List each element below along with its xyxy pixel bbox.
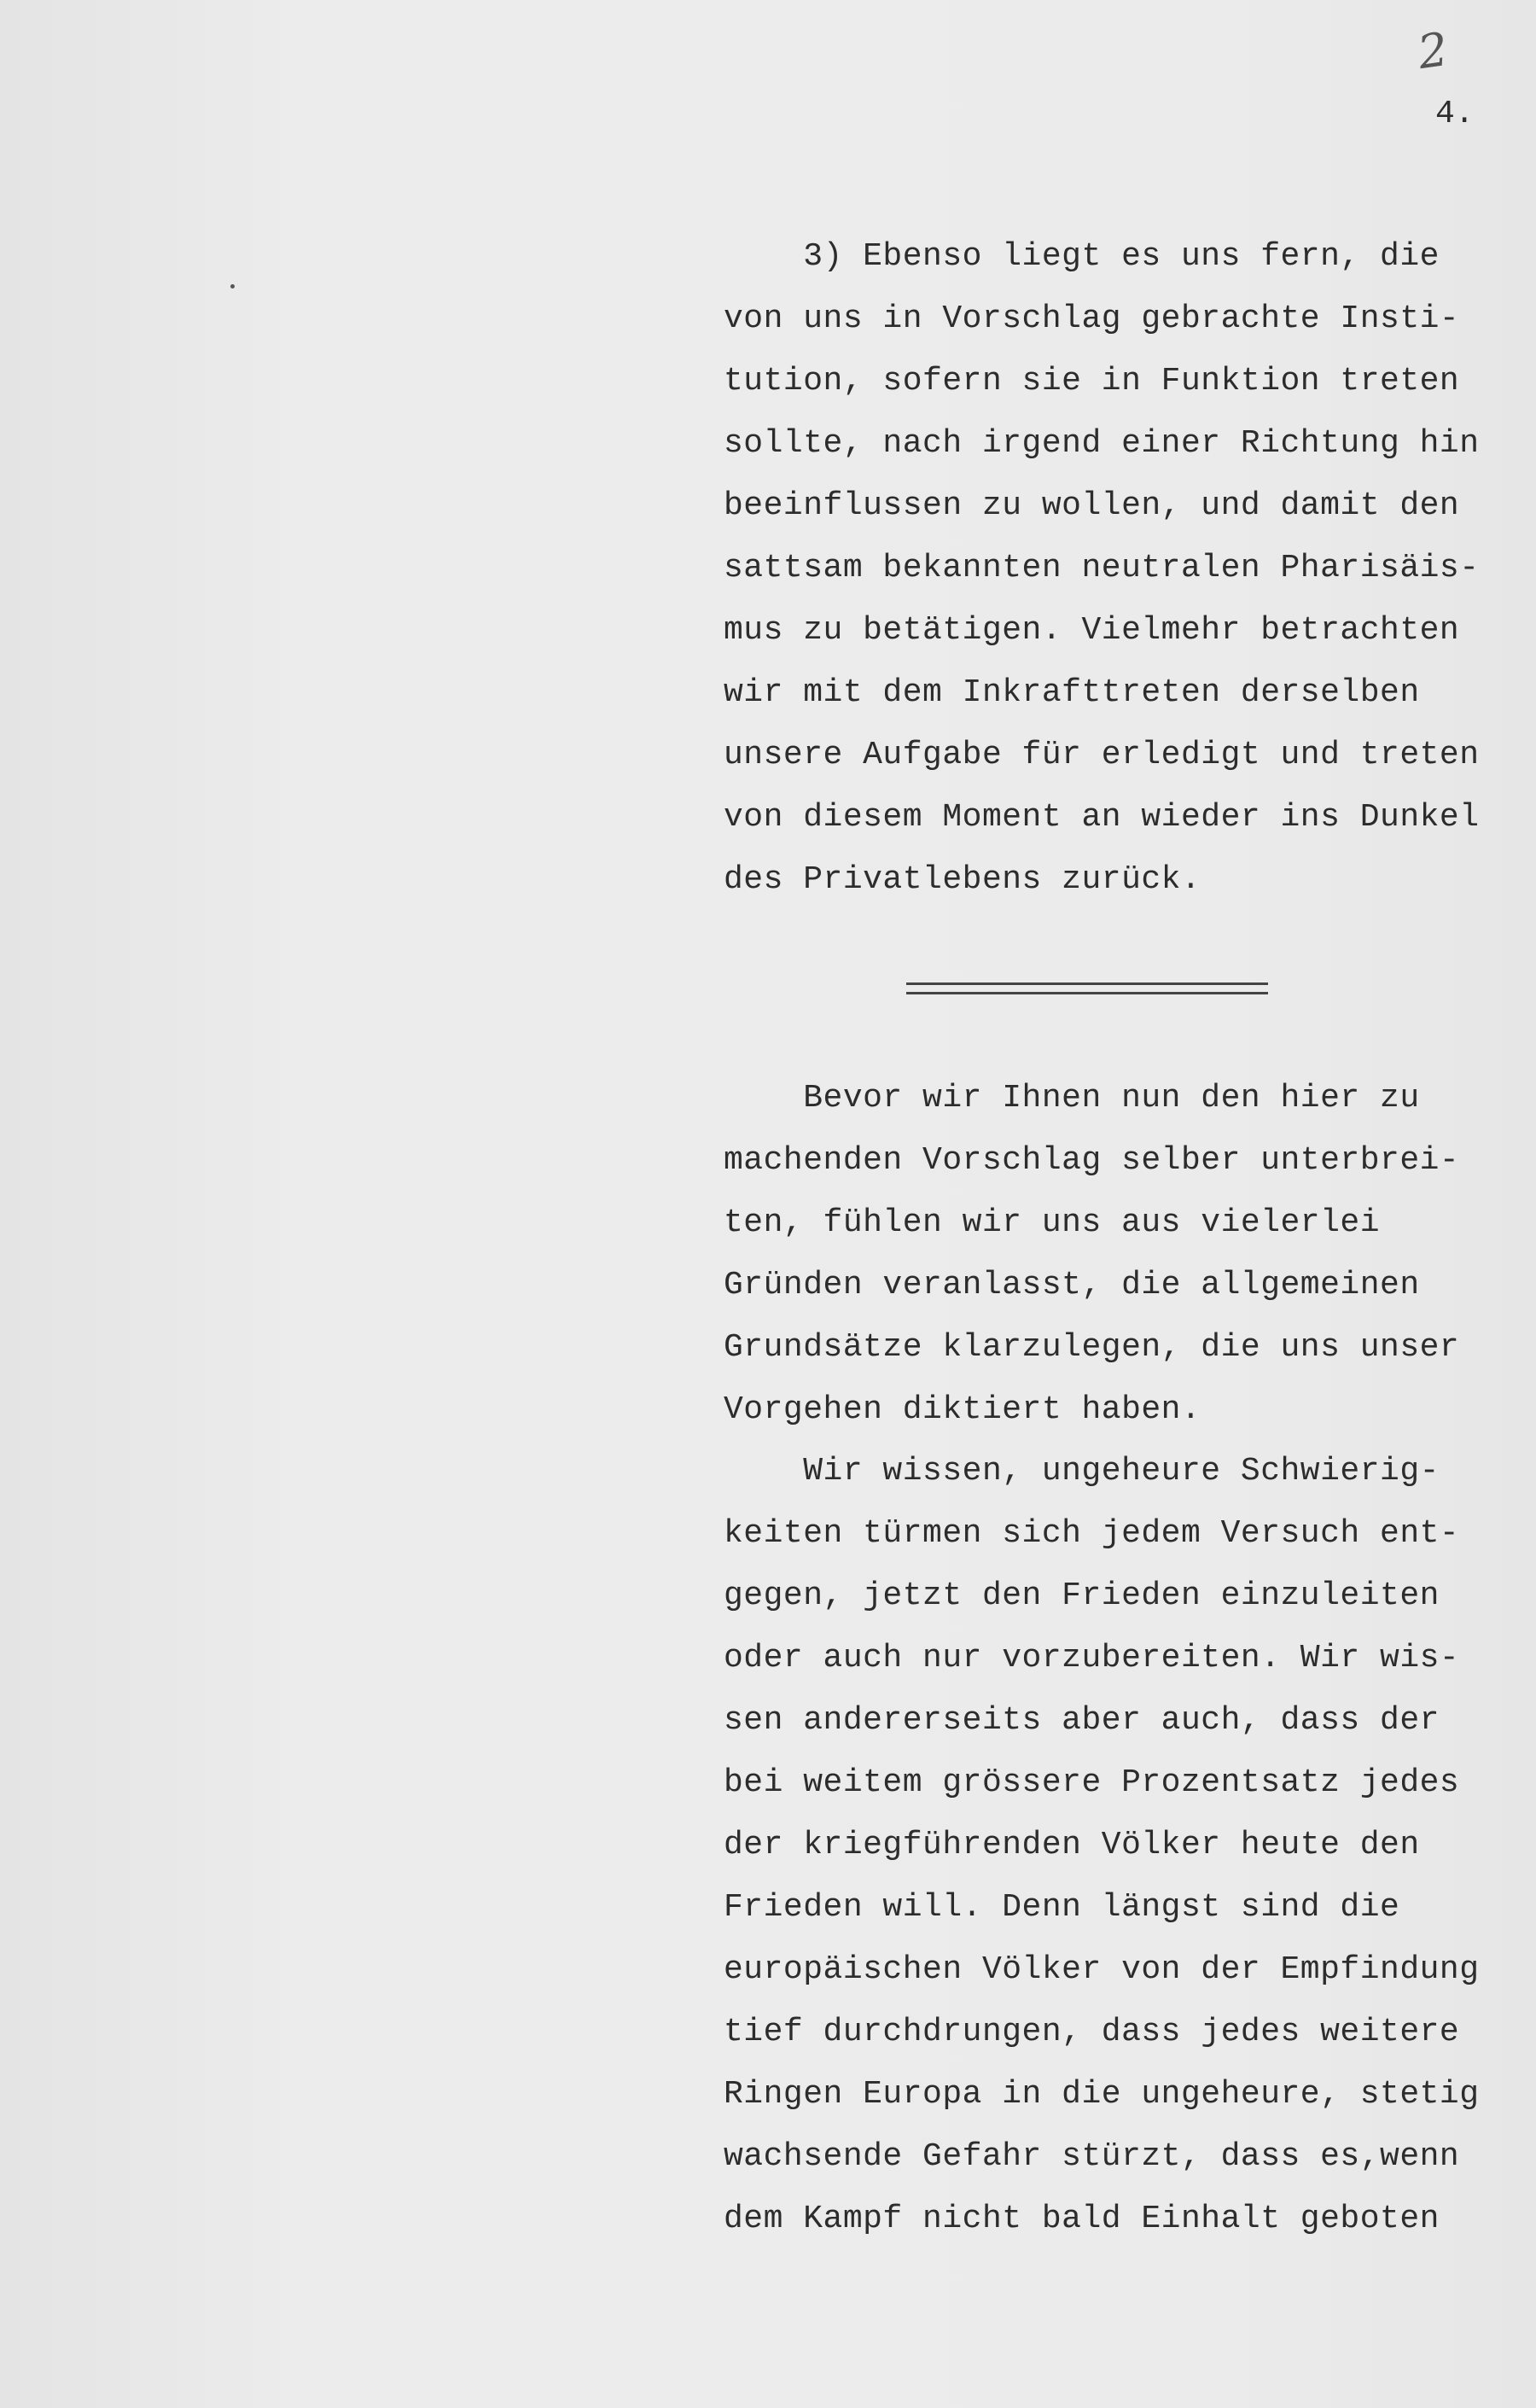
text-line: tution, sofern sie in Funktion treten [724,363,1460,399]
text-line: der kriegführenden Völker heute den [724,1827,1420,1863]
text-line: tief durchdrungen, dass jedes weitere [724,2014,1460,2050]
text-line: mus zu betätigen. Vielmehr betrachten [724,612,1460,649]
text-line: Gründen veranlasst, die allgemeinen [724,1267,1420,1303]
paragraph-1 [724,225,1534,911]
text-line: Vorgehen diktiert haben. [724,1391,1201,1428]
text-line: keiten türmen sich jedem Versuch ent- [724,1515,1460,1552]
text-line: dem Kampf nicht bald Einhalt geboten [724,2201,1440,2237]
paragraph-3 [724,1440,1534,2250]
handwritten-page-number: 2 [1414,21,1452,80]
paragraph-2 [724,1067,1534,1441]
section-separator [906,982,1268,994]
text-line: Ringen Europa in die ungeheure, stetig [724,2076,1480,2113]
text-line: des Privatlebens zurück. [724,861,1201,898]
stray-mark [230,284,235,289]
text-line: ten, fühlen wir uns aus vielerlei [724,1204,1381,1241]
text-line: 3) Ebenso liegt es uns fern, die [724,238,1440,275]
text-line: oder auch nur vorzubereiten. Wir wis- [724,1640,1460,1676]
text-line: machenden Vorschlag selber unterbrei- [724,1142,1460,1179]
text-line: sen andererseits aber auch, dass der [724,1702,1440,1739]
text-line: unsere Aufgabe für erledigt und treten [724,737,1480,773]
text-line: europäischen Völker von der Empfindung [724,1951,1480,1988]
text-line: Bevor wir Ihnen nun den hier zu [724,1080,1420,1117]
text-line: von uns in Vorschlag gebrachte Insti- [724,300,1460,337]
page-number: 4. [1435,96,1475,132]
text-line: beeinflussen zu wollen, und damit den [724,487,1460,524]
text-line: bei weitem grössere Prozentsatz jedes [724,1764,1460,1801]
text-line: wir mit dem Inkrafttreten derselben [724,674,1420,711]
text-line: Wir wissen, ungeheure Schwierig- [724,1453,1440,1490]
text-line: von diesem Moment an wieder ins Dunkel [724,799,1480,836]
text-line: wachsende Gefahr stürzt, dass es,wenn [724,2138,1460,2175]
text-line: Frieden will. Denn längst sind die [724,1889,1400,1926]
text-line: sattsam bekannten neutralen Pharisäis- [724,550,1480,586]
text-line: gegen, jetzt den Frieden einzuleiten [724,1577,1440,1614]
text-line: sollte, nach irgend einer Richtung hin [724,425,1480,462]
text-line: Grundsätze klarzulegen, die uns unser [724,1329,1460,1366]
